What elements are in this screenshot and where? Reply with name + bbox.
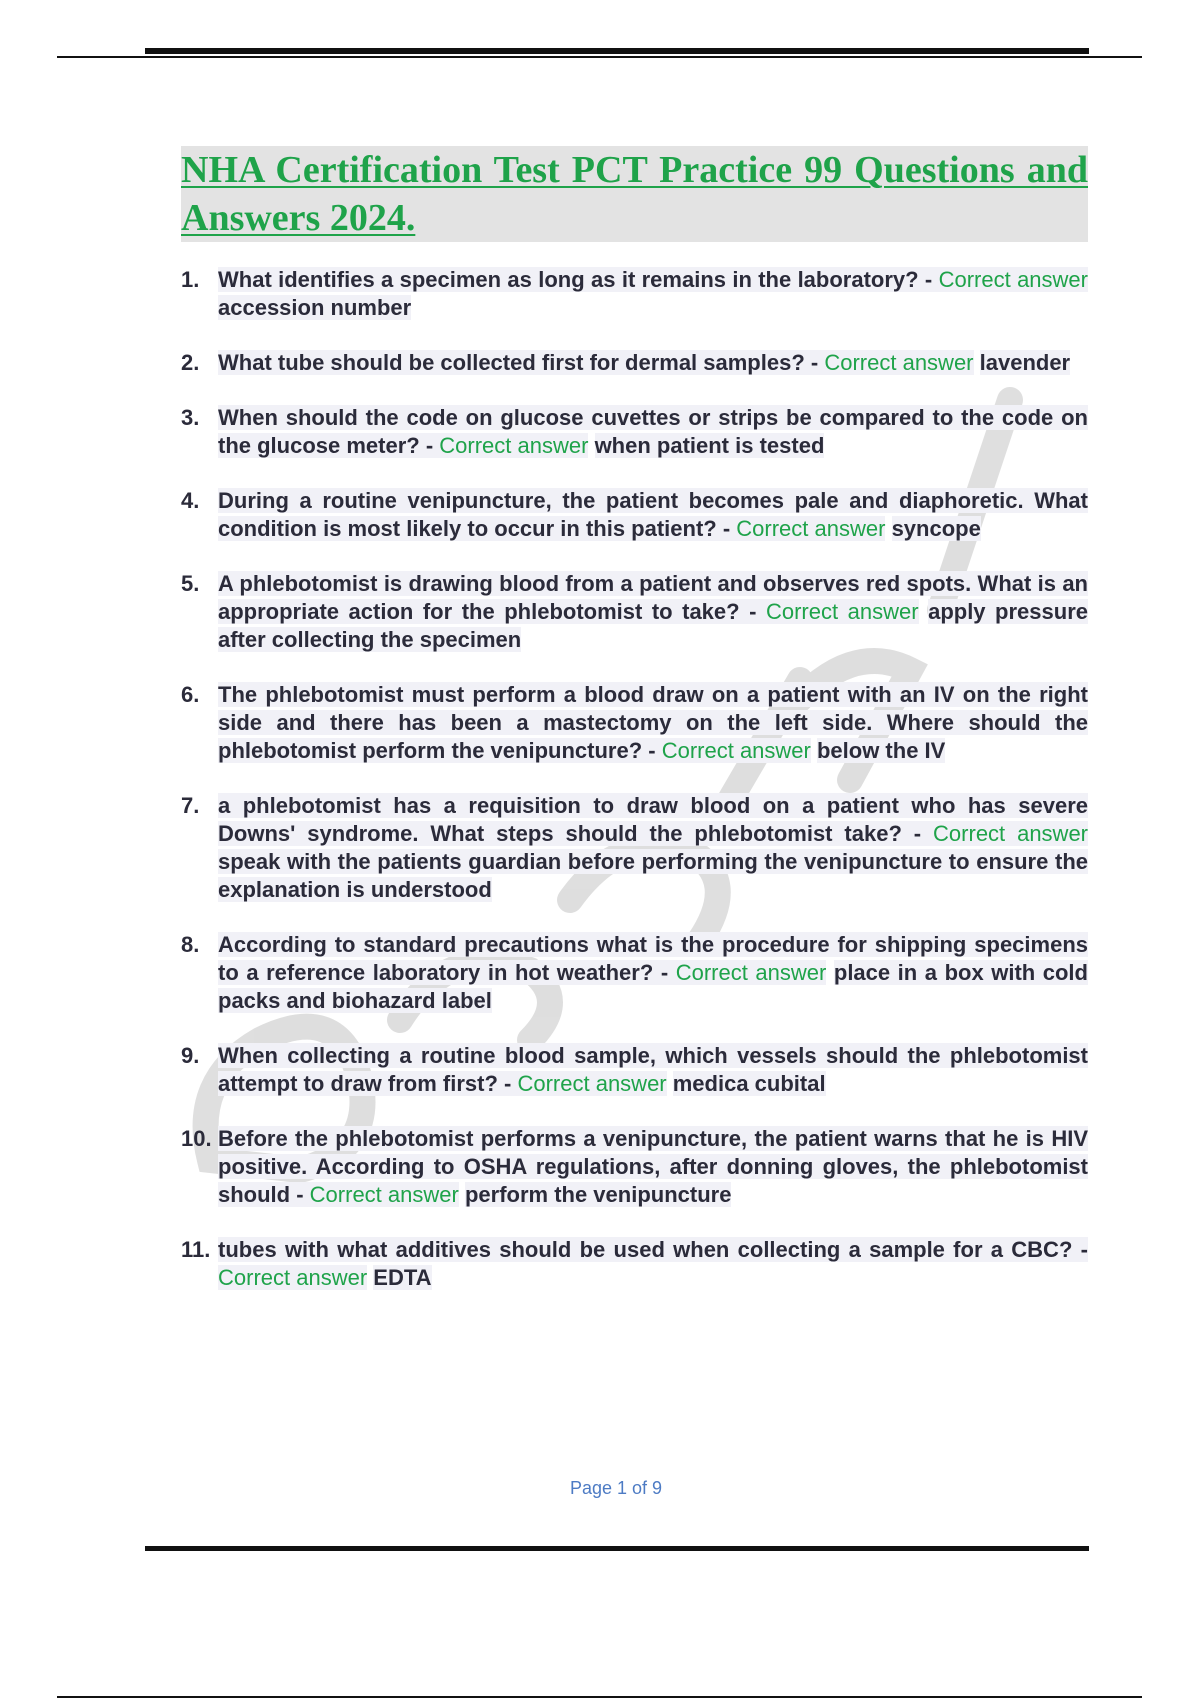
correct-answer-label: Correct answer bbox=[218, 1265, 368, 1290]
question-body bbox=[218, 792, 1088, 904]
correct-answer-label: Correct answer bbox=[675, 960, 827, 985]
question-text: What identifies a specimen as long as it remains in the laboratory? bbox=[218, 267, 919, 292]
question-number: 8. bbox=[181, 932, 200, 957]
correct-answer-label: Correct answer bbox=[309, 1182, 459, 1207]
answer-text: place in a box with cold packs and biohazard label bbox=[218, 960, 1088, 1013]
question-item bbox=[181, 570, 1088, 654]
question-item bbox=[181, 931, 1088, 1015]
question-number: 6. bbox=[181, 682, 200, 707]
question-item bbox=[181, 792, 1088, 904]
question-body bbox=[218, 404, 1088, 460]
question-number: 11. bbox=[181, 1237, 211, 1262]
correct-answer-label: Correct answer bbox=[517, 1071, 667, 1096]
question-body bbox=[218, 349, 1088, 377]
question-item bbox=[181, 349, 1088, 377]
question-body bbox=[218, 1125, 1088, 1209]
answer-text: EDTA bbox=[373, 1265, 432, 1290]
answer-separator: - bbox=[653, 960, 676, 985]
question-text: tubes with what additives should be used when collecting a sample for a CBC? bbox=[218, 1237, 1073, 1262]
answer-text: lavender bbox=[979, 350, 1071, 375]
answer-separator: - bbox=[804, 350, 825, 375]
page-number: Page 1 of 9 bbox=[569, 1478, 663, 1498]
question-item bbox=[181, 681, 1088, 765]
answer-separator: - bbox=[901, 821, 934, 846]
correct-answer-label: Correct answer bbox=[736, 516, 886, 541]
correct-answer-label: Correct answer bbox=[661, 738, 811, 763]
question-number: 2. bbox=[181, 350, 200, 375]
question-item bbox=[181, 487, 1088, 543]
footer-rule-thick bbox=[145, 1546, 1089, 1551]
question-number: 4. bbox=[181, 488, 200, 513]
question-body bbox=[218, 487, 1088, 543]
correct-answer-label: Correct answer bbox=[824, 350, 974, 375]
question-item bbox=[181, 1125, 1088, 1209]
question-number: 1. bbox=[181, 267, 200, 292]
answer-separator: - bbox=[716, 516, 737, 541]
footer-rule-thin bbox=[57, 1696, 1142, 1698]
answer-text: when patient is tested bbox=[594, 433, 825, 458]
correct-answer-label: Correct answer bbox=[933, 821, 1089, 846]
question-text: A phlebotomist is drawing blood from a patient and observes red spots. What is an appropriate action for the phlebotomist to take? bbox=[218, 571, 1088, 624]
answer-separator: - bbox=[918, 267, 939, 292]
question-text: When collecting a routine blood sample, which vessels should the phlebotomist attempt to draw from first? bbox=[218, 1043, 1088, 1096]
question-body bbox=[218, 570, 1088, 654]
question-text: The phlebotomist must perform a blood draw on a patient with an IV on the right side and there has been a mastectomy on the left side. Where should the phlebotomist perform the venipuncture? bbox=[218, 682, 1088, 763]
answer-separator: - bbox=[739, 599, 766, 624]
answer-text: medica cubital bbox=[672, 1071, 826, 1096]
question-list bbox=[181, 266, 1088, 1319]
question-item bbox=[181, 266, 1088, 322]
header-rule-thick bbox=[145, 48, 1089, 54]
question-number: 7. bbox=[181, 793, 200, 818]
answer-separator: - bbox=[642, 738, 662, 763]
question-body bbox=[218, 931, 1088, 1015]
page-title: NHA Certification Test PCT Practice 99 Questions and Answers 2024. bbox=[181, 149, 1088, 239]
answer-text: below the IV bbox=[816, 738, 946, 763]
answer-text: perform the venipuncture bbox=[464, 1182, 732, 1207]
question-body bbox=[218, 1042, 1088, 1098]
answer-text: speak with the patients guardian before performing the venipuncture to ensure the explanation is understood bbox=[218, 849, 1088, 902]
question-text: What tube should be collected first for dermal samples? bbox=[218, 350, 805, 375]
question-body bbox=[218, 1236, 1088, 1292]
question-body bbox=[218, 681, 1088, 765]
question-item bbox=[181, 1236, 1088, 1292]
answer-separator: - bbox=[290, 1182, 310, 1207]
question-text: When should the code on glucose cuvettes or strips be compared to the code on the glucose meter? bbox=[218, 405, 1088, 458]
question-text: According to standard precautions what is the procedure for shipping specimens to a reference laboratory in hot weather? bbox=[218, 932, 1088, 985]
answer-text: apply pressure after collecting the specimen bbox=[218, 599, 1088, 652]
correct-answer-label: Correct answer bbox=[938, 267, 1088, 292]
question-number: 10. bbox=[181, 1126, 212, 1151]
correct-answer-label: Correct answer bbox=[439, 433, 589, 458]
header-rule-thin bbox=[57, 56, 1142, 58]
question-item bbox=[181, 1042, 1088, 1098]
question-text: During a routine venipuncture, the patient becomes pale and diaphoretic. What condition is most likely to occur in this patient? bbox=[218, 488, 1088, 541]
question-number: 9. bbox=[181, 1043, 200, 1068]
question-number: 5. bbox=[181, 571, 200, 596]
answer-text: accession number bbox=[218, 295, 412, 320]
answer-separator: - bbox=[1072, 1237, 1088, 1262]
answer-separator: - bbox=[419, 433, 440, 458]
title-box bbox=[181, 146, 1088, 242]
question-text: Before the phlebotomist performs a venipuncture, the patient warns that he is HIV positive. According to OSHA regulations, after donning gloves, the phlebotomist should bbox=[218, 1126, 1088, 1207]
correct-answer-label: Correct answer bbox=[765, 599, 919, 624]
answer-text: syncope bbox=[891, 516, 981, 541]
answer-separator: - bbox=[497, 1071, 518, 1096]
question-number: 3. bbox=[181, 405, 200, 430]
question-item bbox=[181, 404, 1088, 460]
question-body bbox=[218, 266, 1088, 322]
question-text: a phlebotomist has a requisition to draw blood on a patient who has severe Downs' syndrome. What steps should the phlebotomist take? bbox=[218, 793, 1088, 846]
